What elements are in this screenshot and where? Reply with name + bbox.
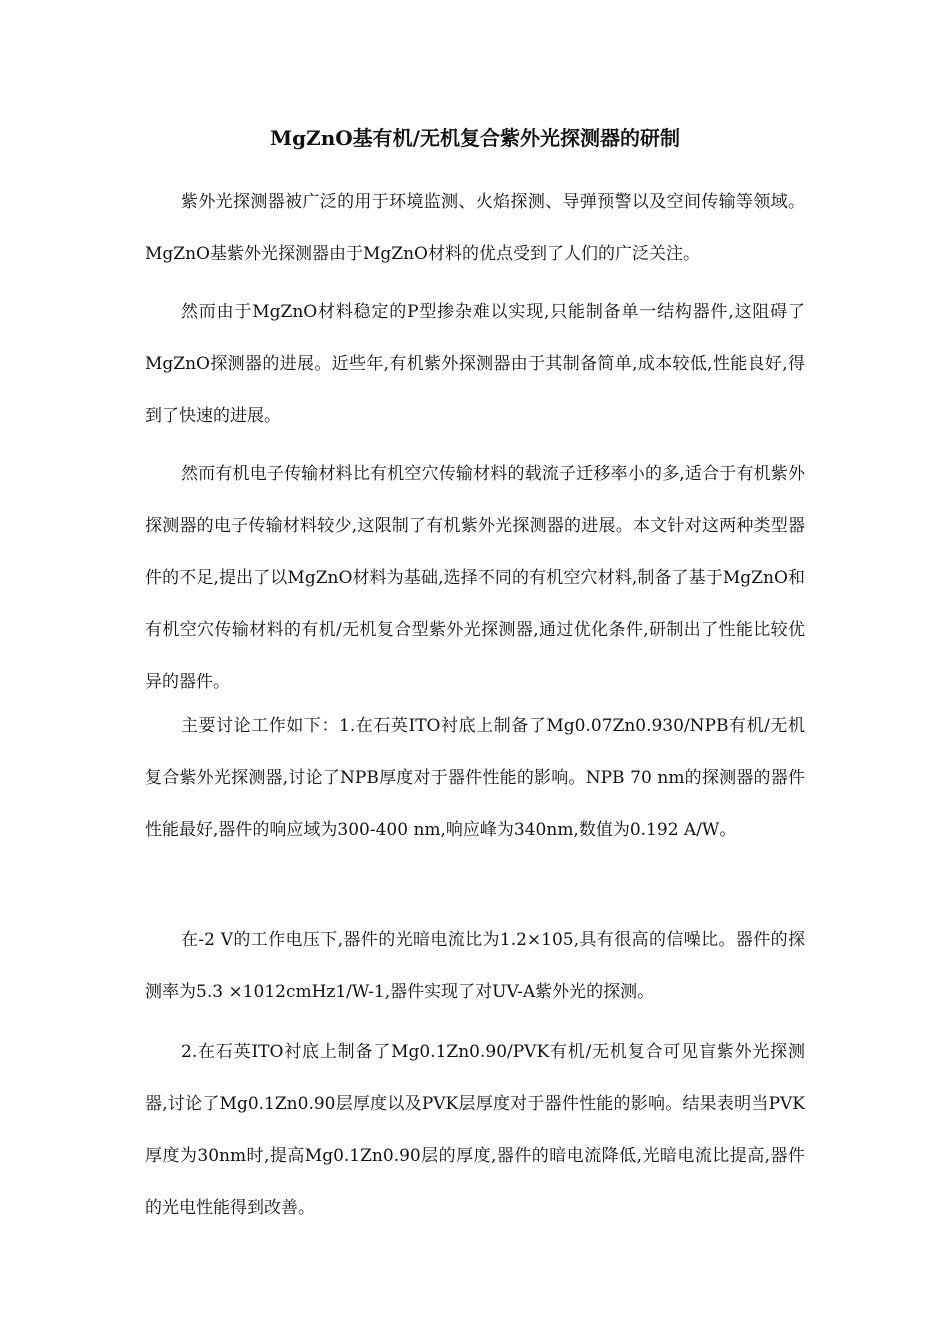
paragraph-work-1: 主要讨论工作如下：1.在石英ITO衬底上制备了Mg0.07Zn0.930/NPB有机/无机复合紫外光探测器,讨论了NPB厚度对于器件性能的影响。NPB 70 nm的探测器的器件性能最好,器件的响应域为300-400 nm,响应峰为340nm,数值为0.192 A/W。 bbox=[145, 716, 805, 840]
paragraph-work-2: 2.在石英ITO衬底上制备了Mg0.1Zn0.90/PVK有机/无机复合可见盲紫外光探测器,讨论了Mg0.1Zn0.90层厚度以及PVK层厚度对于器件性能的影响。结果表明当PVK厚度为30nm时,提高Mg0.1Zn0.90层的厚度,器件的暗电流降低,光暗电流比提高,器件的光电性能得到改善。 bbox=[145, 1042, 805, 1218]
document-title: MgZnO基有机/无机复合紫外光探测器的研制 bbox=[270, 126, 680, 150]
paragraph-intro: 紫外光探测器被广泛的用于环境监测、火焰探测、导弹预警以及空间传输等领域。MgZnO基紫外光探测器由于MgZnO材料的优点受到了人们的广泛关注。 bbox=[145, 192, 805, 264]
paragraph-work-1-results: 在-2 V的工作电压下,器件的光暗电流比为1.2×105,具有很高的信噪比。器件的探测率为5.3 ×1012cmHz1/W-1,器件实现了对UV-A紫外光的探测。 bbox=[145, 930, 805, 1002]
paragraph-motivation: 然而有机电子传输材料比有机空穴传输材料的载流子迁移率小的多,适合于有机紫外探测器的电子传输材料较少,这限制了有机紫外光探测器的进展。本文针对这两种类型器件的不足,提出了以MgZnO材料为基础,选择不同的有机空穴材料,制备了基于MgZnO和有机空穴传输材料的有机/无机复合型紫外光探测器,通过优化条件,研制出了性能比较优异的器件。 bbox=[145, 464, 805, 692]
paragraph-background: 然而由于MgZnO材料稳定的P型掺杂难以实现,只能制备单一结构器件,这阻碍了MgZnO探测器的进展。近些年,有机紫外探测器由于其制备简单,成本较低,性能良好,得到了快速的进展。 bbox=[145, 302, 805, 426]
